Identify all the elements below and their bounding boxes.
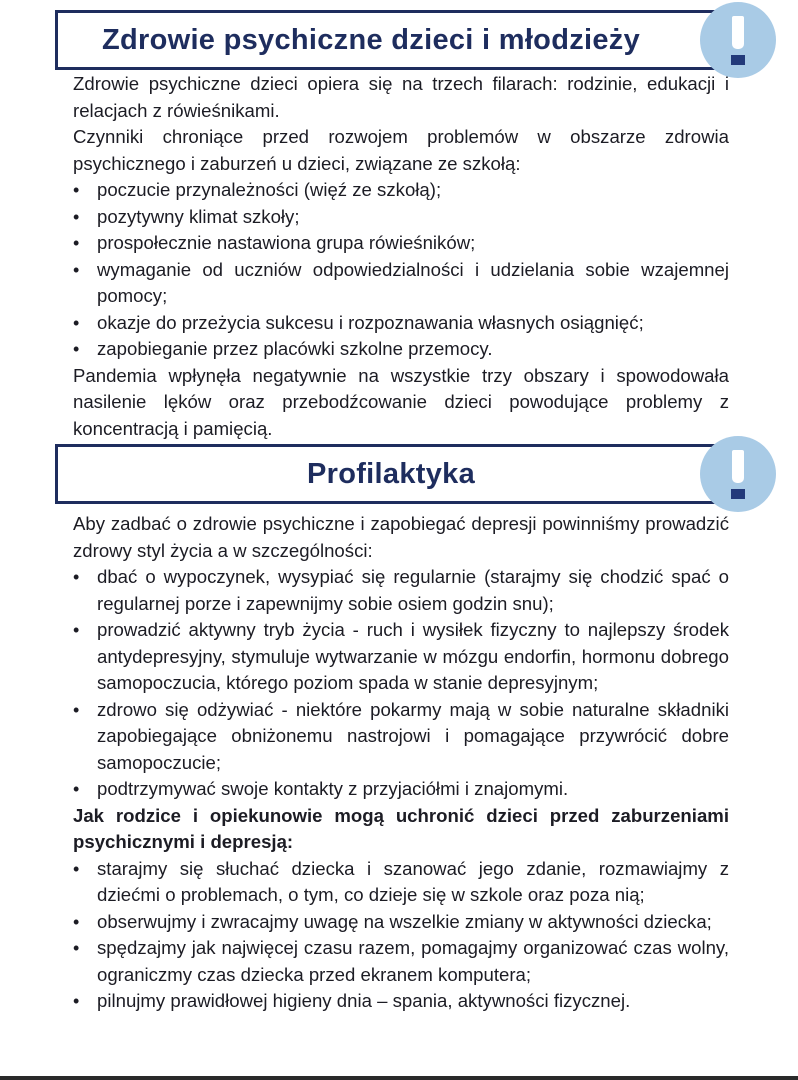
list-item: • pilnujmy prawidłowej higieny dnia – spania, aktywności fizycznej. (73, 988, 729, 1015)
list-item: • dbać o wypoczynek, wysypiać się regularnie (starajmy się chodzić spać o regularnej porze i zapewnijmy sobie osiem godzin snu); (73, 564, 729, 617)
list-item: • spędzajmy jak najwięcej czasu razem, pomagajmy organizować czas wolny, ograniczmy czas dziecka przed ekranem komputera; (73, 935, 729, 988)
intro-paragraph: Aby zadbać o zdrowie psychiczne i zapobiegać depresji powinniśmy prowadzić zdrowy styl życia a w szczególności: (73, 513, 729, 561)
intro-paragraph: Zdrowie psychiczne dzieci opiera się na trzech filarach: rodzinie, edukacji i relacjach z rówieśnikami. (73, 73, 729, 121)
exclamation-icon (700, 2, 776, 78)
list-item: • pozytywny klimat szkoły; (73, 204, 729, 231)
lifestyle-list (73, 564, 729, 803)
list-item: • prowadzić aktywny tryb życia - ruch i wysiłek fizyczny to najlepszy środek antydepresyjny, stymuluje wytwarzanie w mózgu endorfin, hormonu dobrego samopoczucia, którego poziom spada w stanie depresyjnym; (73, 617, 729, 697)
list-item: • poczucie przynależności (więź ze szkołą); (73, 177, 729, 204)
section-title-box (55, 10, 717, 70)
list-item: • prospołecznie nastawiona grupa rówieśników; (73, 230, 729, 257)
list-item: • zdrowo się odżywiać - niektóre pokarmy mają w sobie naturalne składniki zapobiegające obniżonemu nastrojowi i pomagające przywrócić dobre samopoczucie; (73, 697, 729, 777)
protective-factors-intro: Czynniki chroniące przed rozwojem problemów w obszarze zdrowia psychicznego i zaburzeń u dzieci, związane ze szkołą: (73, 126, 729, 174)
section-title: Profilaktyka (306, 457, 475, 490)
protective-factors-list (73, 177, 729, 363)
page-bottom-border (0, 1076, 798, 1080)
list-item: • obserwujmy i zwracajmy uwagę na wszelkie zmiany w aktywności dziecka; (73, 909, 729, 936)
exclamation-icon (700, 436, 776, 512)
list-item: • okazje do przeżycia sukcesu i rozpoznawania własnych osiągnięć; (73, 310, 729, 337)
section-title: Zdrowie psychiczne dzieci i młodzieży (101, 23, 641, 56)
list-item: • starajmy się słuchać dziecka i szanować jego zdanie, rozmawiajmy z dziećmi o problemach, o tym, co dzieje się w szkole oraz poza nią; (73, 856, 729, 909)
parents-tips-list (73, 856, 729, 1015)
list-item: • zapobieganie przez placówki szkolne przemocy. (73, 336, 729, 363)
pandemic-paragraph: Pandemia wpłynęła negatywnie na wszystkie trzy obszary i spowodowała nasilenie lęków oraz przebodźcowanie dzieci powodujące problemy z koncentracją i pamięcią. (73, 364, 729, 439)
parents-heading: Jak rodzice i opiekunowie mogą uchronić dzieci przed zaburzeniami psychicznymi i depresją: (73, 804, 729, 852)
mental-health-section (73, 71, 729, 442)
list-item: • podtrzymywać swoje kontakty z przyjaciółmi i znajomymi. (73, 776, 729, 803)
section-title-box (55, 444, 717, 504)
list-item: • wymaganie od uczniów odpowiedzialności i udzielania sobie wzajemnej pomocy; (73, 257, 729, 310)
prevention-section (73, 511, 729, 1015)
